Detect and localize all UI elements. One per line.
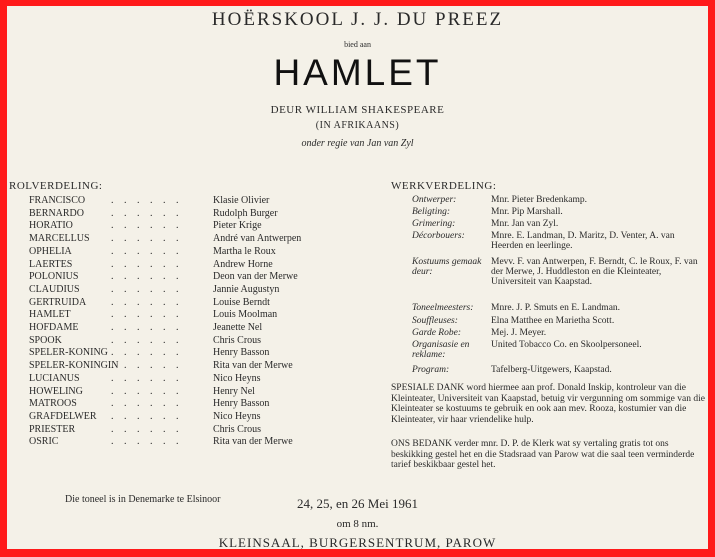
cast-actor: Rita van der Merwe <box>213 436 293 448</box>
cast-actor: Henry Basson <box>213 398 270 410</box>
crew-member: Mej. J. Meyer. <box>491 328 547 338</box>
leader-dots: . . . . . . <box>111 233 183 245</box>
play-title: HAMLET <box>273 52 442 93</box>
crew-member: Mevv. F. van Antwerpen, F. Berndt, C. le Roux, F. van der Merwe, J. Huddleston en die Kleinteater, Universiteit van Kaapstad. <box>491 257 698 287</box>
crew-role-label: Décorbouers: <box>412 231 465 241</box>
cast-actor: André van Antwerpen <box>213 233 302 245</box>
crew-role-label: Garde Robe: <box>412 328 461 338</box>
leader-dots: . . . . . . <box>111 296 183 308</box>
cast-actor: Chris Crous <box>213 423 262 435</box>
leader-dots: . . . . . . <box>111 271 183 283</box>
cast-actor: Louise Berndt <box>213 296 270 308</box>
crew-member: Mnre. E. Landman, D. Maritz, D. Venter, A. van Heerden en leerlinge. <box>491 231 675 251</box>
performance-dates: 24, 25, en 26 Mei 1961 <box>297 496 418 511</box>
leader-dots: . . . . . . <box>111 410 183 422</box>
crew-role-label: Kostuums gemaak deur: <box>412 257 482 277</box>
leader-dots: . . . . . . <box>111 372 183 384</box>
leader-dots: . . . . . . <box>111 195 183 206</box>
crew-role-label: Beligting: <box>412 207 450 217</box>
crew-role-label: Grimering: <box>412 219 456 229</box>
crew-role-label: Program: <box>412 365 450 375</box>
cast-role: HAMLET <box>29 309 71 321</box>
cast-actor: Rudolph Burger <box>213 207 278 219</box>
cast-role: SPOOK <box>29 334 62 346</box>
leader-dots: . . . . . . <box>111 245 183 257</box>
crew-member: Mnr. Pieter Bredenkamp. <box>491 195 588 205</box>
cast-heading: ROLVERDELING: <box>9 180 103 192</box>
leader-dots: . . . . . . <box>111 258 183 270</box>
cast-role: HOWELING <box>29 385 83 397</box>
cast-actor: Louis Moolman <box>213 309 278 321</box>
crew-member: Mnr. Jan van Zyl. <box>491 219 559 229</box>
cast-role: MATROOS <box>29 398 77 410</box>
cast-role: CLAUDIUS <box>29 283 80 295</box>
leader-dots: . . . . . . <box>111 360 183 372</box>
crew-member: Mnre. J. P. Smuts en E. Landman. <box>491 303 621 313</box>
author-line: DEUR WILLIAM SHAKESPEARE <box>270 104 445 116</box>
cast-role: LUCIANUS <box>29 372 80 384</box>
cast-role: PRIESTER <box>29 423 76 435</box>
language-line: (IN AFRIKAANS) <box>315 120 400 131</box>
further-thanks: ONS BEDANK verder mnr. D. P. de Klerk wat sy vertaling gratis tot ons beskikking gestel het en die Stadsraad van Parow wat die saal teen verminderde tarief beskikbaar gestel het. <box>391 439 695 470</box>
crew-member: Mnr. Pip Marshall. <box>491 207 563 217</box>
venue: KLEINSAAL, BURGERSENTRUM, PAROW <box>218 535 497 549</box>
cast-actor: Rita van der Merwe <box>213 360 293 372</box>
crew-role-label: Organisasie en reklame: <box>412 340 470 360</box>
crew-member: Elna Matthee en Marietha Scott. <box>491 316 615 326</box>
leader-dots: . . . . . . <box>111 322 183 333</box>
cast-actor: Deon van der Merwe <box>213 271 298 283</box>
cast-actor: Nico Heyns <box>213 372 261 384</box>
cast-actor: Henry Basson <box>213 347 270 359</box>
leader-dots: . . . . . . <box>111 334 183 346</box>
director-line: onder regie van Jan van Zyl <box>301 138 414 149</box>
crew-heading: WERKVERDELING: <box>391 180 497 192</box>
leader-dots: . . . . . . <box>111 207 183 219</box>
crew-role-label: Toneelmeesters: <box>412 303 474 313</box>
cast-role: OSRIC <box>29 436 59 448</box>
leader-dots: . . . . . . <box>111 398 183 410</box>
cast-role: GRAFDELWER <box>29 410 97 422</box>
cast-role: MARCELLUS <box>29 233 90 245</box>
cast-role: SPELER-KONING <box>29 347 108 359</box>
cast-role: OPHELIA <box>29 245 72 257</box>
cast-actor: Nico Heyns <box>213 410 261 422</box>
cast-role: GERTRUIDA <box>29 296 87 308</box>
special-thanks: SPESIALE DANK word hiermee aan prof. Donald Inskip, kontroleur van die Kleinteater, Universiteit van Kaapstad, betuig vir vergunning om sommige van die Kleinteater se kostuums te gebruik en ook aan mev. Rooza, kostumier van die Kleinteater, vir haar vriendelike hulp. <box>391 383 705 425</box>
cast-actor: Klasie Olivier <box>213 195 270 206</box>
cast-actor: Jeanette Nel <box>213 322 263 333</box>
cast-role: HOFDAME <box>29 322 79 333</box>
leader-dots: . . . . . . <box>111 423 183 435</box>
cast-role: LAERTES <box>29 258 73 270</box>
cast-actor: Chris Crous <box>213 334 262 346</box>
cast-role: FRANCISCO <box>29 195 86 206</box>
performance-time: om 8 nm. <box>336 518 379 530</box>
cast-actor: Andrew Horne <box>213 258 273 270</box>
cast-role: HORATIO <box>29 220 73 232</box>
cast-actor: Martha le Roux <box>213 245 276 257</box>
school-name: HOËRSKOOL J. J. DU PREEZ <box>211 9 504 30</box>
leader-dots: . . . . . . <box>111 347 183 359</box>
leader-dots: . . . . . . <box>111 283 183 295</box>
crew-member: Tafelberg-Uitgewers, Kaapstad. <box>491 365 612 375</box>
cast-role: POLONIUS <box>29 271 79 283</box>
presents-text: bied aan <box>344 40 371 49</box>
programme-page <box>7 6 708 549</box>
crew-role-label: Souffleuses: <box>412 316 458 326</box>
leader-dots: . . . . . . <box>111 385 183 397</box>
cast-actor: Henry Nel <box>213 385 255 397</box>
cast-actor: Pieter Krige <box>213 220 262 232</box>
leader-dots: . . . . . . <box>111 436 183 448</box>
setting-note: Die toneel is in Denemarke te Elsinoor <box>65 494 221 505</box>
cast-role: BERNARDO <box>29 207 85 219</box>
leader-dots: . . . . . . <box>111 309 183 321</box>
cast-actor: Jannie Augustyn <box>213 283 280 295</box>
leader-dots: . . . . . . <box>111 220 183 232</box>
cast-role: SPELER-KONINGIN <box>29 360 119 372</box>
crew-role-label: Ontwerper: <box>412 195 457 205</box>
crew-member: United Tobacco Co. en Skoolpersoneel. <box>491 340 642 350</box>
